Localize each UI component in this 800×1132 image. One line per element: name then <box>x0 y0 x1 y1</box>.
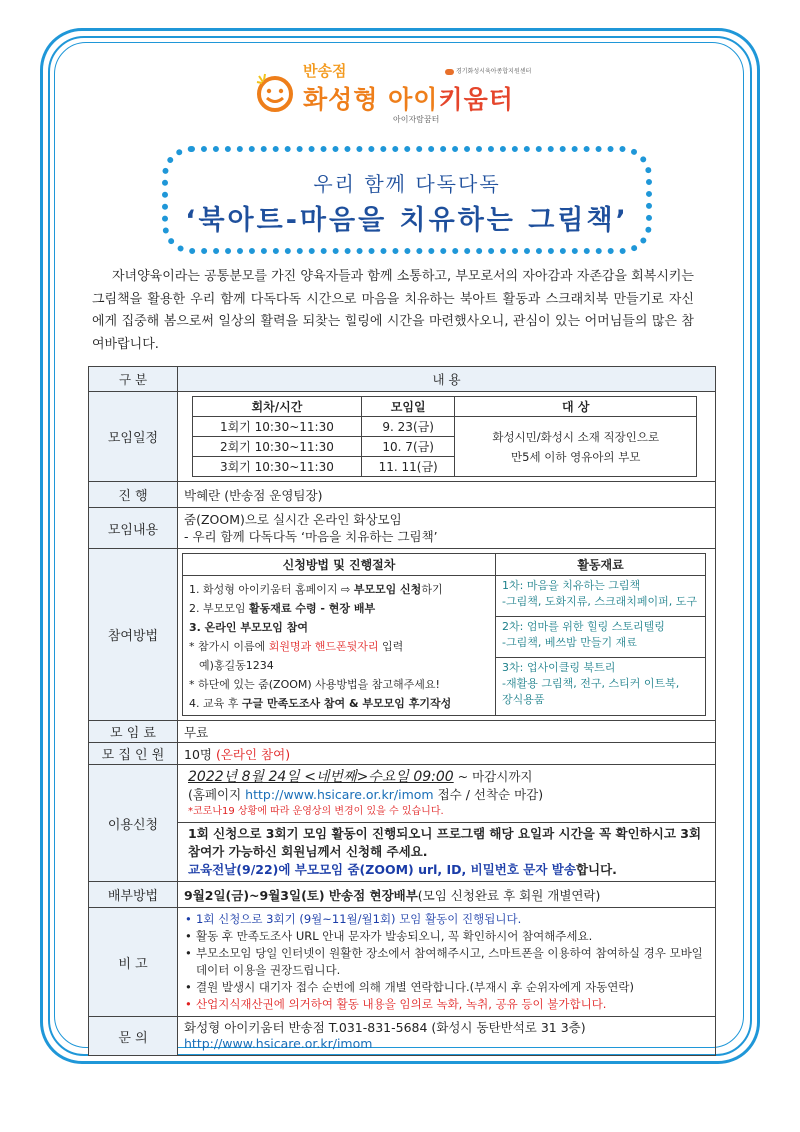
contact-value: 화성형 아이키움터 반송점 T.031-831-5684 (화성시 동탄반석로 31 3층) http://www.hsicare.or.kr/imom <box>178 1017 716 1056</box>
content-value: 줌(ZOOM)으로 실시간 온라인 화상모임 - 우리 함께 다독다독 ‘마음을 치유하는 그림책’ <box>178 508 716 549</box>
apply-note: 1회 신청으로 3회기 모임 활동이 진행되오니 프로그램 해당 요일과 시간을 꼭 확인하시고 3회 참여가 가능하신 회원님께서 신청해 주세요. <box>188 826 702 859</box>
table-row <box>89 882 716 908</box>
schedule-date: 10. 7(금) <box>361 437 455 457</box>
list-item: • 부모소모임 당일 인터넷이 원활한 장소에서 참여해주시고, 스마트폰을 이용하여 참여하실 경우 모바일데이터 이용을 권장드립니다. <box>194 945 709 979</box>
remarks-list <box>184 911 709 1013</box>
fee-value: 무료 <box>178 721 716 743</box>
apply-note-sms: 교육전날(9/22)에 부모모임 줌(ZOOM) url, ID, 비밀번호 문자 발송합니다. <box>188 862 617 877</box>
logo-name: 화성형 아이키움터 <box>303 85 514 114</box>
table-row <box>89 908 716 1017</box>
list-item: • 결원 발생시 대기자 접수 순번에 의해 개별 연락합니다.(부재시 후 순위자에게 자동연락) <box>194 979 709 996</box>
schedule-session: 2회기 10:30~11:30 <box>193 437 362 457</box>
table-row <box>89 743 716 765</box>
schedule-label: 모임일정 <box>89 392 178 482</box>
material-session-3: 3차: 업사이클링 북트리 -재활용 그림책, 전구, 스티커 이트북, 장식용품 <box>496 657 706 715</box>
capacity-value: 10명 (온라인 참여) <box>178 743 716 765</box>
material-session-1: 1차: 마음을 치유하는 그림책 -그림책, 도화지류, 스크래치페이퍼, 도구 <box>496 576 706 617</box>
title-line1: 우리 함께 다독다독 <box>313 172 501 196</box>
apply-deadline: 2022년 8월 24일 <네번째>수요일 09:00 <box>188 769 454 785</box>
table-header-row <box>89 367 716 392</box>
list-item: • 1회 신청으로 3회기 (9월~11월/월1회) 모임 활동이 진행됩니다. <box>194 911 709 928</box>
method-header-procedure: 신청방법 및 진행절차 <box>183 554 496 576</box>
host-value: 박혜란 (반송점 운영팀장) <box>178 482 716 508</box>
center-logo-icon <box>445 69 454 75</box>
schedule-session: 1회기 10:30~11:30 <box>193 417 362 437</box>
table-row <box>89 549 716 721</box>
title-box <box>162 146 652 254</box>
schedule-header-target: 대 상 <box>455 397 697 417</box>
table-row <box>89 392 716 482</box>
covid-notice: *코로나19 상황에 따라 운영상의 변경이 있을 수 있습니다. <box>188 806 444 817</box>
table-row <box>89 508 716 549</box>
table-row: 이용신청 2022년 8월 24일 <네번째>수요일 09:00 ~ 마감시까지 (홈페이지 http://www.hsicare.or.kr/imom 접수 / 선착순 마감) *코로나19 상황에 따라 운영상의 변경이 있을 수 있습니다. 1회 신청으로 3회기 모임 활동이 진행되오니 프로그램 해당 요일과 시간을 꼭 확인하시고 3회 참여가 가능하신 회원님께서 신청해 주세요. 교육전날(9/22)에 부모모임 줌(ZOOM) url, ID, 비밀번호 문자 발송합니다. <box>89 765 716 882</box>
schedule-table <box>192 396 697 477</box>
list-item: • 활동 후 만족도조사 URL 안내 문자가 발송되오니, 꼭 확인하시어 참여해주세요. <box>194 928 709 945</box>
intro-paragraph: 자녀양육이라는 공통분모를 가진 양육자들과 함께 소통하고, 부모로서의 자아감과 자존감을 회복시키는 그림책을 활용한 우리 함께 다독다독 시간으로 마음을 치유하는 북아트 활동과 스크래치북 만들기로 자신에게 집중해 봄으로써 일상의 활력을 되찾는 힐링에 시간을 마련했사오니, 관심이 있는 어머님들의 많은 참여바랍니다. <box>92 269 694 352</box>
distribution-label: 배부방법 <box>89 882 178 908</box>
contact-label: 문 의 <box>89 1017 178 1056</box>
table-row <box>89 482 716 508</box>
schedule-header-session: 회차/시간 <box>193 397 362 417</box>
schedule-date: 11. 11(금) <box>361 457 455 477</box>
logo-branch: 반송점 <box>303 62 347 80</box>
schedule-target: 화성시민/화성시 소재 직장인으로 만5세 이하 영유아의 부모 <box>455 417 697 477</box>
smile-face-icon <box>255 72 295 112</box>
header-content: 내 용 <box>178 367 716 392</box>
schedule-session: 3회기 10:30~11:30 <box>193 457 362 477</box>
center-logo: 경기화성시육아종합지원센터 <box>445 66 531 75</box>
info-table <box>88 366 716 1056</box>
apply-label: 이용신청 <box>89 765 178 882</box>
apply-url-link[interactable]: http://www.hsicare.or.kr/imom <box>245 787 434 802</box>
schedule-header-date: 모임일 <box>361 397 455 417</box>
distribution-value: 9월2일(금)~9월3일(토) 반송점 현장배부(모임 신청완료 후 회원 개별연락) <box>178 882 716 908</box>
capacity-label: 모 집 인 원 <box>89 743 178 765</box>
table-row <box>89 721 716 743</box>
logo <box>255 58 555 128</box>
table-row <box>89 1017 716 1056</box>
logo-subtitle: 아이자람꿈터 <box>393 115 440 124</box>
schedule-date: 9. 23(금) <box>361 417 455 437</box>
content-label: 모임내용 <box>89 508 178 549</box>
procedure-steps: 1. 화성형 아이키움터 홈페이지 ⇨ 부모모임 신청하기 2. 부모모임 활동재료 수령 - 현장 배부 3. 온라인 부모모임 참여 * 참가시 이름에 회원명과 핸드폰뒷자리 입력 예)홍길동1234 * 하단에 있는 줌(ZOOM) 사용방법을 참고해주세요! 4. 교육 후 구글 만족도조사 참여 & 부모모임 후기작성 <box>183 576 496 716</box>
title-line2: ‘북아트-마음을 치유하는 그림책’ <box>185 205 629 236</box>
remarks-label: 비 고 <box>89 908 178 1017</box>
method-header-materials: 활동재료 <box>496 554 706 576</box>
contact-url-link[interactable]: http://www.hsicare.or.kr/imom <box>184 1036 373 1051</box>
method-table <box>182 553 706 716</box>
method-label: 참여방법 <box>89 549 178 721</box>
material-session-2: 2차: 엄마를 위한 힐링 스토리텔링 -그림책, 베쓰밤 만들기 재료 <box>496 616 706 657</box>
host-label: 진 행 <box>89 482 178 508</box>
header-category: 구 분 <box>89 367 178 392</box>
fee-label: 모 임 료 <box>89 721 178 743</box>
list-item: • 산업지식재산권에 의거하여 활동 내용을 임의로 녹화, 녹취, 공유 등이 불가합니다. <box>194 996 709 1013</box>
